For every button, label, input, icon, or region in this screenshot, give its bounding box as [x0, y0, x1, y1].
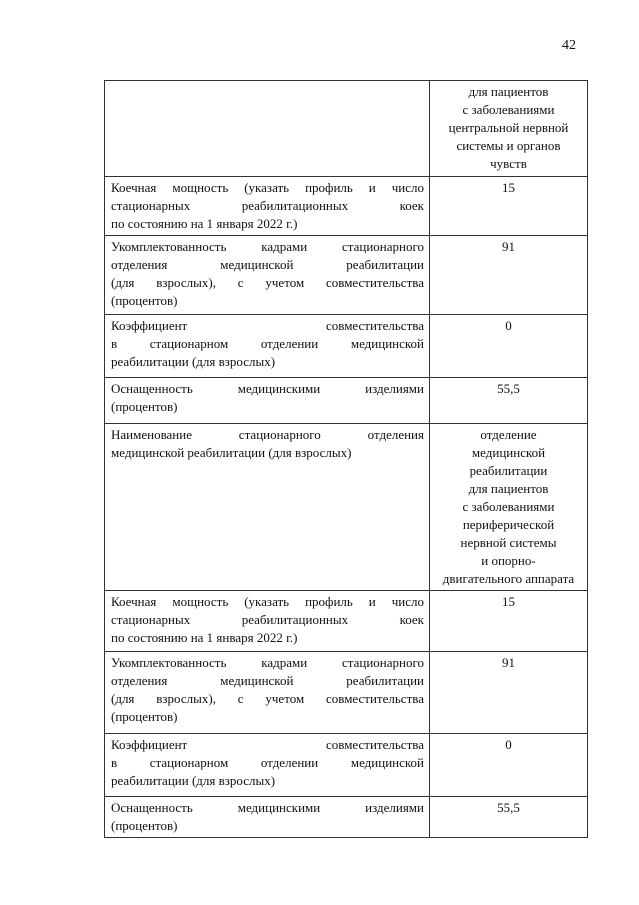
table-row — [105, 236, 588, 315]
label-line: по состоянию на 1 января 2022 г.) — [111, 630, 298, 645]
table-row — [105, 81, 588, 177]
label-line: медицинской реабилитации (для взрослых) — [111, 445, 352, 460]
table-row — [105, 591, 588, 652]
label-line: (процентов) — [111, 293, 178, 308]
value-line: двигательного аппарата — [442, 571, 575, 586]
table-row — [105, 378, 588, 424]
row-label-cell — [105, 652, 430, 734]
value-line: отделение — [480, 427, 537, 442]
row-value-cell — [430, 236, 588, 315]
row-label-cell — [105, 177, 430, 236]
value-line: периферической — [462, 517, 555, 532]
value-line: для пациентов — [468, 481, 549, 496]
value-line: с заболеваниями — [462, 102, 555, 117]
value-line: 91 — [502, 655, 515, 670]
value-line: нервной системы — [460, 535, 557, 550]
label-line: стационарных реабилитационных коек — [111, 198, 424, 213]
row-label-cell — [105, 81, 430, 177]
label-line: Оснащенность медицинскими изделиями — [111, 800, 424, 815]
row-value-cell — [430, 591, 588, 652]
row-value-cell — [430, 652, 588, 734]
value-line: 15 — [502, 180, 515, 195]
row-value-cell — [430, 177, 588, 236]
table-row — [105, 424, 588, 591]
value-line: 55,5 — [497, 800, 520, 815]
value-line: центральной нервной — [448, 120, 569, 135]
value-line: с заболеваниями — [462, 499, 555, 514]
row-label-cell — [105, 797, 430, 838]
table-row — [105, 797, 588, 838]
page-number: 42 — [562, 38, 576, 53]
label-line: Укомплектованность кадрами стационарного — [111, 655, 424, 670]
label-line: (для взрослых), с учетом совместительства — [111, 691, 424, 706]
rehab-table — [104, 80, 588, 838]
label-line: Наименование стационарного отделения — [111, 427, 424, 442]
value-line: медицинской — [471, 445, 546, 460]
row-label-cell — [105, 734, 430, 797]
label-line: отделения медицинской реабилитации — [111, 257, 424, 272]
label-line: в стационарном отделении медицинской — [111, 755, 424, 770]
row-value-cell — [430, 797, 588, 838]
value-line: 91 — [502, 239, 515, 254]
row-value-cell — [430, 424, 588, 591]
value-line: 55,5 — [497, 381, 520, 396]
table-row — [105, 315, 588, 378]
table-row — [105, 177, 588, 236]
label-line: (процентов) — [111, 709, 178, 724]
value-line: реабилитации — [469, 463, 548, 478]
value-line: 0 — [505, 318, 512, 333]
label-line: Укомплектованность кадрами стационарного — [111, 239, 424, 254]
row-label-cell — [105, 378, 430, 424]
row-value-cell — [430, 81, 588, 177]
row-value-cell — [430, 315, 588, 378]
row-value-cell — [430, 734, 588, 797]
value-line: 0 — [505, 737, 512, 752]
label-line: (процентов) — [111, 399, 178, 414]
value-line: чувств — [490, 156, 527, 171]
label-line: реабилитации (для взрослых) — [111, 773, 276, 788]
row-label-cell — [105, 424, 430, 591]
label-line: (для взрослых), с учетом совместительства — [111, 275, 424, 290]
label-line: (процентов) — [111, 818, 178, 833]
label-line: по состоянию на 1 января 2022 г.) — [111, 216, 298, 231]
label-line: реабилитации (для взрослых) — [111, 354, 276, 369]
label-line: стационарных реабилитационных коек — [111, 612, 424, 627]
table-row — [105, 652, 588, 734]
row-value-cell — [430, 378, 588, 424]
label-line: отделения медицинской реабилитации — [111, 673, 424, 688]
label-line: Оснащенность медицинскими изделиями — [111, 381, 424, 396]
row-label-cell — [105, 236, 430, 315]
row-label-cell — [105, 315, 430, 378]
value-line: для пациентов — [468, 84, 549, 99]
label-line: Коечная мощность (указать профиль и число — [111, 180, 424, 195]
row-label-cell — [105, 591, 430, 652]
value-line: системы и органов — [456, 138, 561, 153]
value-line: и опорно- — [481, 553, 536, 568]
label-line: в стационарном отделении медицинской — [111, 336, 424, 351]
label-line: Коэффициент совместительства — [111, 737, 424, 752]
label-line: Коэффициент совместительства — [111, 318, 424, 333]
value-line: 15 — [502, 594, 515, 609]
label-line: Коечная мощность (указать профиль и число — [111, 594, 424, 609]
table-row — [105, 734, 588, 797]
